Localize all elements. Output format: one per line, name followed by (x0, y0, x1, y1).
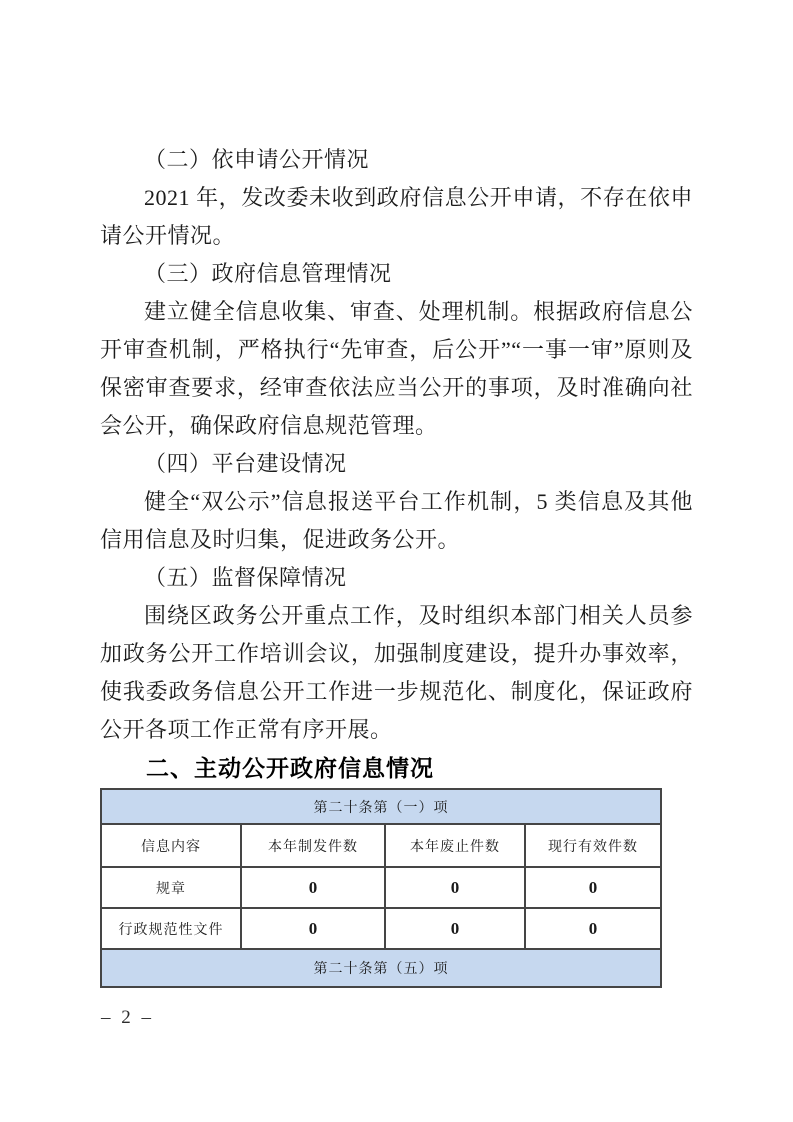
table-band-top: 第二十条第（一）项 (101, 789, 661, 824)
col-header-repealed-count: 本年废止件数 (385, 824, 525, 867)
table-header-row (101, 824, 661, 867)
table-row-rules (101, 867, 661, 908)
row-label: 规章 (101, 867, 241, 908)
document-body (100, 141, 693, 988)
table-band-row-bottom (101, 949, 661, 987)
paragraph-platform-construction: 健全“双公示”信息报送平台工作机制，5 类信息及其他信用信息及时归集，促进政务公开。 (100, 489, 693, 552)
cell-value: 0 (385, 908, 525, 949)
cell-value: 0 (385, 867, 525, 908)
table-row-normative-documents (101, 908, 661, 949)
main-heading-proactive-disclosure: 二、主动公开政府信息情况 (146, 755, 434, 781)
cell-value: 0 (525, 867, 661, 908)
cell-value: 0 (525, 908, 661, 949)
col-header-valid-count: 现行有效件数 (525, 824, 661, 867)
section-heading-5: （五）监督保障情况 (144, 565, 347, 590)
paragraph-supervision-guarantee: 围绕区政务公开重点工作，及时组织本部门相关人员参加政务公开工作培训会议，加强制度建设，提升办事效率，使我委政务信息公开工作进一步规范化、制度化，保证政府公开各项工作正常有序开展。 (100, 603, 693, 742)
cell-value: 0 (241, 867, 385, 908)
section-heading-3: （三）政府信息管理情况 (144, 261, 392, 286)
page-number: – 2 – (101, 1007, 154, 1028)
row-label: 行政规范性文件 (101, 908, 241, 949)
section-heading-4: （四）平台建设情况 (144, 451, 347, 476)
section-heading-2: （二）依申请公开情况 (144, 147, 370, 172)
col-header-issued-count: 本年制发件数 (241, 824, 385, 867)
col-header-info-content: 信息内容 (101, 824, 241, 867)
table-band-bottom: 第二十条第（五）项 (101, 949, 661, 987)
cell-value: 0 (241, 908, 385, 949)
paragraph-request-disclosure: 2021 年，发改委未收到政府信息公开申请，不存在依申请公开情况。 (100, 185, 693, 248)
disclosure-table (100, 788, 662, 988)
paragraph-info-management: 建立健全信息收集、审查、处理机制。根据政府信息公开审查机制，严格执行“先审查，后公开”“一事一审”原则及保密审查要求，经审查依法应当公开的事项，及时准确向社会公开，确保政府信息规范管理。 (100, 299, 693, 438)
table-band-row-top (101, 789, 661, 824)
